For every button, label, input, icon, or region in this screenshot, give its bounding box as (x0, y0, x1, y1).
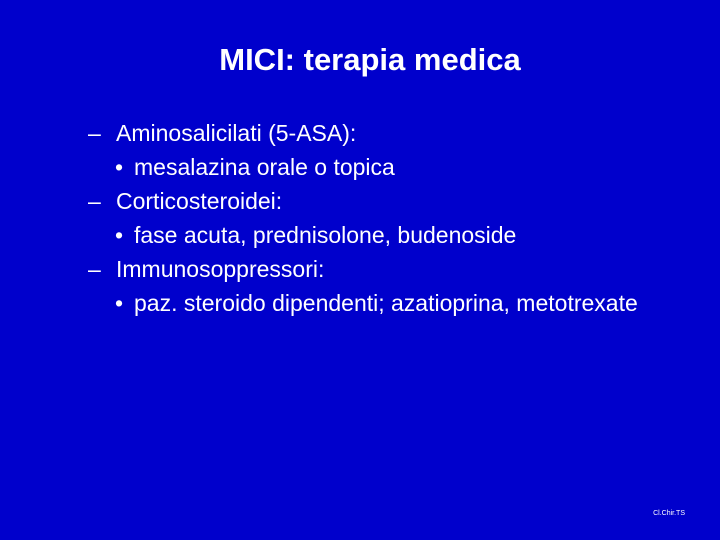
slide-title: MICI: terapia medica (219, 42, 521, 77)
dash-marker: – (88, 120, 101, 146)
sub-item-mesalazina (88, 150, 688, 184)
list-item-aminosalicilati (88, 116, 688, 150)
list-item-label: Immunosoppressori: (116, 256, 325, 282)
sub-item-label: paz. steroido dipendenti; azatioprina, metotrexate (134, 290, 638, 316)
sub-item-paz-steroido (88, 286, 688, 320)
sub-item-label: fase acuta, prednisolone, budenoside (134, 222, 517, 248)
bullet-list (88, 116, 688, 320)
list-item-corticosteroidei (88, 184, 688, 218)
sub-item-fase-acuta (88, 218, 688, 252)
list-item-label: Aminosalicilati (5-ASA): (116, 120, 357, 146)
list-item-immunosoppressori (88, 252, 688, 286)
sub-item-label: mesalazina orale o topica (134, 154, 395, 180)
footer-label: Cl.Chir.TS (653, 510, 685, 517)
bullet-marker: • (115, 222, 124, 248)
dash-marker: – (88, 256, 101, 282)
list-item-label: Corticosteroidei: (116, 188, 283, 214)
dash-marker: – (88, 188, 101, 214)
bullet-marker: • (115, 154, 124, 180)
bullet-marker: • (115, 290, 124, 316)
